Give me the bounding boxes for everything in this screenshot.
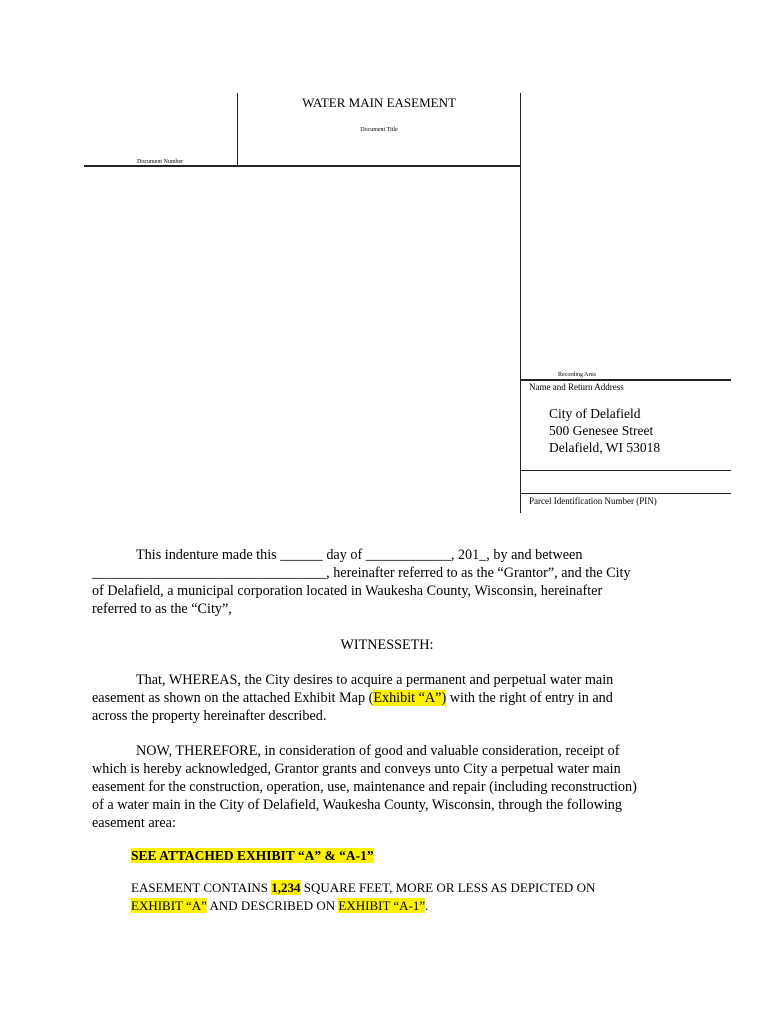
recording-area-label: Recording Area <box>558 372 596 378</box>
address-line: 500 Genesee Street <box>549 423 654 438</box>
square-feet-highlight: 1,234 <box>271 880 301 895</box>
text-line: referred to as the “City”, <box>92 601 232 617</box>
therefore-paragraph <box>92 742 682 832</box>
document-title: WATER MAIN EASEMENT <box>302 95 456 110</box>
doc-number-rule <box>84 165 521 167</box>
title-box-right-rule <box>520 93 521 513</box>
see-attached-highlight: SEE ATTACHED EXHIBIT “A” & “A-1” <box>131 848 374 863</box>
text-line: easement for the construction, operation, use, maintenance and repair (including reconstruction) <box>92 779 637 795</box>
document-title-label: Document Title <box>360 127 398 133</box>
text-line: which is hereby acknowledged, Grantor grants and conveys unto City a perpetual water main <box>92 761 621 777</box>
address-box-bottom-rule <box>520 470 731 471</box>
pin-top-rule <box>520 493 731 494</box>
address-line: City of Delafield <box>549 406 641 421</box>
text-line: across the property hereinafter described. <box>92 708 327 724</box>
text-line: easement as shown on the attached Exhibit Map (Exhibit “A”) with the right of entry in and <box>92 690 613 706</box>
exhibit-a1-ref-highlight: EXHIBIT “A-1” <box>338 898 426 913</box>
pin-label: Parcel Identification Number (PIN) <box>529 496 657 506</box>
recording-area-rule <box>520 379 731 381</box>
text-line: easement area: <box>92 815 176 831</box>
text-line: EXHIBIT “A” AND DESCRIBED ON EXHIBIT “A-1”. <box>131 898 429 913</box>
indenture-paragraph <box>92 546 682 618</box>
text-line: That, WHEREAS, the City desires to acquire a permanent and perpetual water main <box>136 672 614 688</box>
text-line: of Delafield, a municipal corporation located in Waukesha County, Wisconsin, hereinafter <box>92 583 603 599</box>
text-line: NOW, THEREFORE, in consideration of good and valuable consideration, receipt of <box>136 743 620 759</box>
witnesseth-heading: WITNESSETH: <box>340 637 434 653</box>
exhibit-a-highlight: Exhibit “A”) <box>373 690 447 706</box>
exhibit-a-ref-highlight: EXHIBIT “A” <box>131 898 207 913</box>
see-attached-exhibit <box>131 847 374 865</box>
document-number-label: Document Number <box>137 159 184 165</box>
whereas-paragraph <box>92 671 682 725</box>
text-line: of a water main in the City of Delafield, Waukesha County, Wisconsin, through the following <box>92 797 622 813</box>
text-line: EASEMENT CONTAINS 1,234 SQUARE FEET, MORE OR LESS AS DEPICTED ON <box>131 880 596 895</box>
text-line: This indenture made this ______ day of ____________, 201_, by and between <box>136 547 583 563</box>
address-line: Delafield, WI 53018 <box>549 440 661 455</box>
return-address <box>549 405 660 456</box>
easement-contains <box>131 879 595 915</box>
text-line: _________________________________, hereinafter referred to as the “Grantor”, and the City <box>92 565 631 581</box>
name-return-label: Name and Return Address <box>529 382 624 392</box>
